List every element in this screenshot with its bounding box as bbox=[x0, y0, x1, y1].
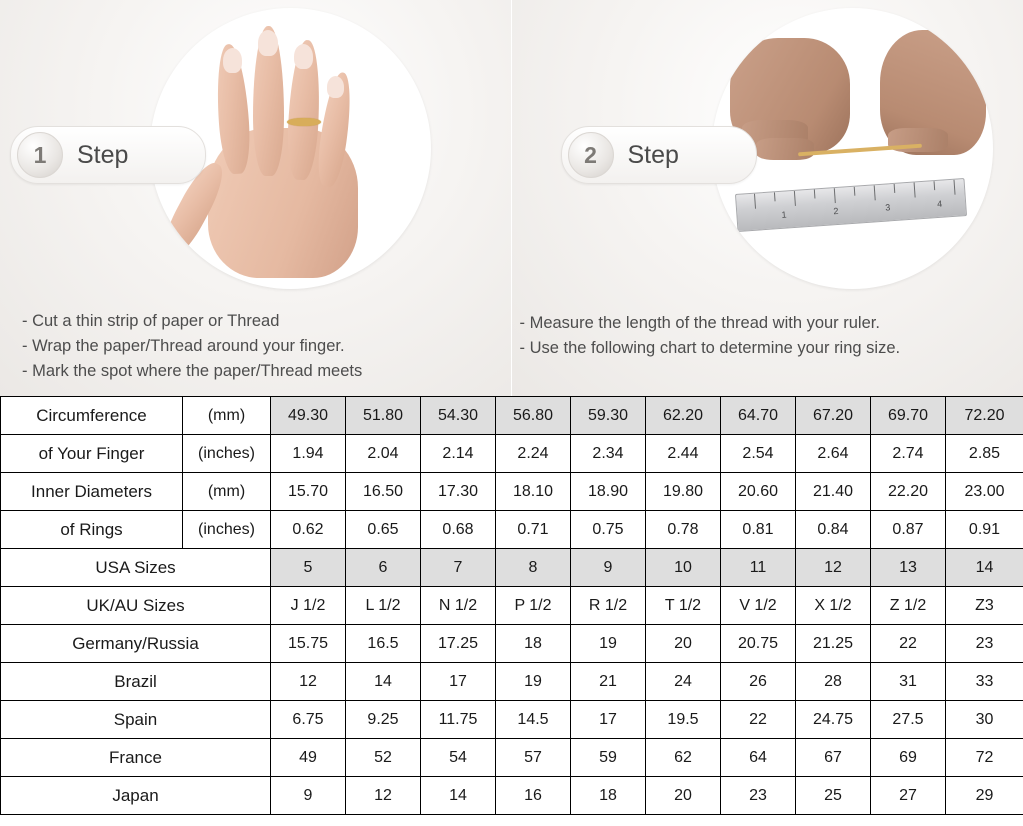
step-1-instructions bbox=[22, 309, 362, 384]
row-label-uk-au-sizes: UK/AU Sizes bbox=[1, 587, 271, 625]
cell: 59 bbox=[571, 739, 646, 777]
cell: T 1/2 bbox=[646, 587, 721, 625]
cell: 16.5 bbox=[346, 625, 421, 663]
ruler-mark-3: 3 bbox=[884, 202, 891, 213]
cell: 64 bbox=[721, 739, 796, 777]
step-2-panel bbox=[511, 0, 1023, 396]
cell: Z 1/2 bbox=[871, 587, 946, 625]
cell: 0.65 bbox=[346, 511, 421, 549]
cell: 17.30 bbox=[421, 473, 496, 511]
cell: 33 bbox=[946, 663, 1023, 701]
cell: 15.70 bbox=[271, 473, 346, 511]
cell: 22 bbox=[871, 625, 946, 663]
cell: 24.75 bbox=[796, 701, 871, 739]
cell: 5 bbox=[271, 549, 346, 587]
cell: 2.85 bbox=[946, 435, 1023, 473]
row-label-france: France bbox=[1, 739, 271, 777]
step-2-label: Step bbox=[627, 140, 679, 169]
cell: 17.25 bbox=[421, 625, 496, 663]
row-label-japan: Japan bbox=[1, 777, 271, 815]
ruler-mark-2: 2 bbox=[832, 205, 839, 217]
cell: 12 bbox=[796, 549, 871, 587]
cell: 51.80 bbox=[346, 397, 421, 435]
row-label-germany-russia: Germany/Russia bbox=[1, 625, 271, 663]
row-label-usa-sizes: USA Sizes bbox=[1, 549, 271, 587]
cell: 27.5 bbox=[871, 701, 946, 739]
cell: 18 bbox=[496, 625, 571, 663]
table-row bbox=[1, 777, 1023, 815]
cell: J 1/2 bbox=[271, 587, 346, 625]
step-1-panel bbox=[0, 0, 511, 396]
cell: 2.44 bbox=[646, 435, 721, 473]
cell: R 1/2 bbox=[571, 587, 646, 625]
cell: 67 bbox=[796, 739, 871, 777]
cell: 17 bbox=[421, 663, 496, 701]
steps-section bbox=[0, 0, 1023, 396]
cell: V 1/2 bbox=[721, 587, 796, 625]
cell: 19 bbox=[571, 625, 646, 663]
cell: 25 bbox=[796, 777, 871, 815]
cell: 21.25 bbox=[796, 625, 871, 663]
cell: 0.78 bbox=[646, 511, 721, 549]
cell: 9 bbox=[571, 549, 646, 587]
table-row bbox=[1, 549, 1023, 587]
step-2-instructions bbox=[520, 311, 901, 361]
cell: 12 bbox=[346, 777, 421, 815]
cell: 23 bbox=[721, 777, 796, 815]
row-label-spain: Spain bbox=[1, 701, 271, 739]
cell: 23 bbox=[946, 625, 1023, 663]
cell: 19 bbox=[496, 663, 571, 701]
cell: 0.87 bbox=[871, 511, 946, 549]
row-label-brazil: Brazil bbox=[1, 663, 271, 701]
cell: 0.71 bbox=[496, 511, 571, 549]
cell: 0.75 bbox=[571, 511, 646, 549]
cell: P 1/2 bbox=[496, 587, 571, 625]
cell: 0.62 bbox=[271, 511, 346, 549]
cell: 19.5 bbox=[646, 701, 721, 739]
cell: 22.20 bbox=[871, 473, 946, 511]
step-1-badge bbox=[10, 126, 206, 184]
step-1-label: Step bbox=[77, 140, 129, 169]
step-2-bullet-1: - Measure the length of the thread with your ruler. bbox=[519, 314, 880, 332]
cell: 31 bbox=[871, 663, 946, 701]
step-1-bullet-3: - Mark the spot where the paper/Thread meets bbox=[22, 362, 363, 380]
cell: 54.30 bbox=[421, 397, 496, 435]
cell: 30 bbox=[946, 701, 1023, 739]
cell: 1.94 bbox=[271, 435, 346, 473]
cell: 14 bbox=[346, 663, 421, 701]
cell: 0.81 bbox=[721, 511, 796, 549]
cell: 9 bbox=[271, 777, 346, 815]
cell: 10 bbox=[646, 549, 721, 587]
cell: 67.20 bbox=[796, 397, 871, 435]
cell: 2.24 bbox=[496, 435, 571, 473]
cell: 72 bbox=[946, 739, 1023, 777]
cell: 69.70 bbox=[871, 397, 946, 435]
ruler-mark-1: 1 bbox=[780, 209, 787, 220]
ring-size-table bbox=[0, 396, 1023, 815]
cell: 14.5 bbox=[496, 701, 571, 739]
cell: 27 bbox=[871, 777, 946, 815]
cell: 56.80 bbox=[496, 397, 571, 435]
cell: 64.70 bbox=[721, 397, 796, 435]
table-row bbox=[1, 511, 1023, 549]
cell: 15.75 bbox=[271, 625, 346, 663]
table-row bbox=[1, 587, 1023, 625]
cell: 21.40 bbox=[796, 473, 871, 511]
cell: 20 bbox=[646, 625, 721, 663]
table-row bbox=[1, 397, 1023, 435]
row-label-circumference-1: Circumference bbox=[1, 397, 183, 435]
cell: 21 bbox=[571, 663, 646, 701]
cell: X 1/2 bbox=[796, 587, 871, 625]
step-1-bullet-2: - Wrap the paper/Thread around your finger. bbox=[22, 337, 345, 355]
cell: 29 bbox=[946, 777, 1023, 815]
unit-mm: (mm) bbox=[183, 473, 271, 511]
table-row bbox=[1, 701, 1023, 739]
ruler bbox=[734, 178, 966, 232]
cell: 12 bbox=[271, 663, 346, 701]
thread-on-finger bbox=[287, 118, 321, 126]
cell: 20.60 bbox=[721, 473, 796, 511]
table-row bbox=[1, 473, 1023, 511]
cell: 59.30 bbox=[571, 397, 646, 435]
cell: 49 bbox=[271, 739, 346, 777]
unit-mm: (mm) bbox=[183, 397, 271, 435]
cell: 2.14 bbox=[421, 435, 496, 473]
cell: 54 bbox=[421, 739, 496, 777]
cell: 19.80 bbox=[646, 473, 721, 511]
row-label-inner-diameter-2: of Rings bbox=[1, 511, 183, 549]
cell: 57 bbox=[496, 739, 571, 777]
cell: 2.74 bbox=[871, 435, 946, 473]
cell: 2.04 bbox=[346, 435, 421, 473]
table-row bbox=[1, 625, 1023, 663]
cell: 11.75 bbox=[421, 701, 496, 739]
cell: 72.20 bbox=[946, 397, 1023, 435]
step-1-number: 1 bbox=[17, 132, 63, 178]
cell: 52 bbox=[346, 739, 421, 777]
cell: 0.68 bbox=[421, 511, 496, 549]
cell: 23.00 bbox=[946, 473, 1023, 511]
cell: 20 bbox=[646, 777, 721, 815]
cell: 16.50 bbox=[346, 473, 421, 511]
cell: 8 bbox=[496, 549, 571, 587]
cell: 18 bbox=[571, 777, 646, 815]
cell: 6 bbox=[346, 549, 421, 587]
cell: 20.75 bbox=[721, 625, 796, 663]
step-1-bullet-1: - Cut a thin strip of paper or Thread bbox=[22, 312, 280, 330]
cell: N 1/2 bbox=[421, 587, 496, 625]
cell: 17 bbox=[571, 701, 646, 739]
cell: 69 bbox=[871, 739, 946, 777]
cell: 0.91 bbox=[946, 511, 1023, 549]
cell: 13 bbox=[871, 549, 946, 587]
ruler-mark-4: 4 bbox=[936, 198, 942, 209]
unit-inches: (inches) bbox=[183, 435, 271, 473]
cell: 28 bbox=[796, 663, 871, 701]
cell: 18.10 bbox=[496, 473, 571, 511]
cell: Z3 bbox=[946, 587, 1023, 625]
cell: 6.75 bbox=[271, 701, 346, 739]
table-row bbox=[1, 435, 1023, 473]
cell: 49.30 bbox=[271, 397, 346, 435]
cell: 0.84 bbox=[796, 511, 871, 549]
cell: 11 bbox=[721, 549, 796, 587]
table-row bbox=[1, 739, 1023, 777]
step-2-number: 2 bbox=[568, 132, 614, 178]
cell: 16 bbox=[496, 777, 571, 815]
cell: 2.54 bbox=[721, 435, 796, 473]
cell: 18.90 bbox=[571, 473, 646, 511]
unit-inches: (inches) bbox=[183, 511, 271, 549]
cell: 2.64 bbox=[796, 435, 871, 473]
cell: 2.34 bbox=[571, 435, 646, 473]
cell: 14 bbox=[946, 549, 1023, 587]
row-label-inner-diameter-1: Inner Diameters bbox=[1, 473, 183, 511]
step-2-badge bbox=[561, 126, 757, 184]
cell: L 1/2 bbox=[346, 587, 421, 625]
cell: 24 bbox=[646, 663, 721, 701]
cell: 14 bbox=[421, 777, 496, 815]
table-row bbox=[1, 663, 1023, 701]
step-2-bullet-2: - Use the following chart to determine your ring size. bbox=[519, 339, 901, 357]
cell: 22 bbox=[721, 701, 796, 739]
cell: 26 bbox=[721, 663, 796, 701]
cell: 9.25 bbox=[346, 701, 421, 739]
row-label-circumference-2: of Your Finger bbox=[1, 435, 183, 473]
cell: 62 bbox=[646, 739, 721, 777]
cell: 7 bbox=[421, 549, 496, 587]
cell: 62.20 bbox=[646, 397, 721, 435]
